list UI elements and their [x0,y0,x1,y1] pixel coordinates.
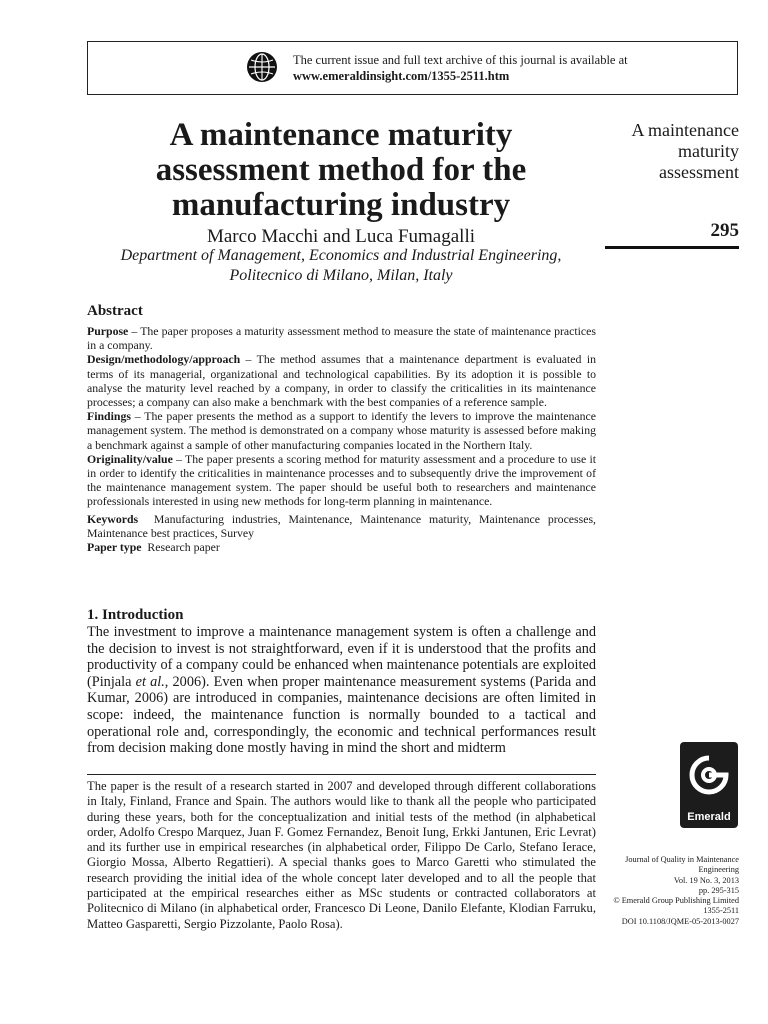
introduction-section [87,606,596,757]
footnote-rule [87,774,596,775]
acknowledgement-footnote: The paper is the result of a research started in 2007 and developed through different collaborations in Italy, Finland, France and Spain. The authors would like to thank all the people who participated during these years, both for the conceptualization and initial tests of the method (in alphabetical order, Adolfo Crespo Marquez, Juan F. Gomez Fernandez, Benoit Iung, Erkki Jantunen, Eric Levrat) and its further use in empirical researches (in alphabetical order, Filippo De Carlo, Stefano Ierace, Giorgio Mossa, Alberto Regattieri). A special thanks goes to Marco Garetti who stimulated the research providing the initial idea of the whole concept later developed and to all the people that participated at the empirical researches either as MSc students or contracted collaborators at Politecnico di Milano (in alphabetical order, Francesco Di Leone, Danilo Elefante, Klodian Farruku, Matteo Gasparetti, Sergio Pizzolante, Paolo Rosa). [87,779,596,931]
journal-pages: pp. 295-315 [698,885,739,895]
journal-copyright: © Emerald Group Publishing Limited [613,896,739,906]
abstract-design [87,352,596,409]
page-number: 295 [710,220,739,241]
affiliation-line-2: Politecnico di Milano, Milan, Italy [229,267,453,284]
journal-name: Journal of Quality in Maintenance Engineering [625,855,739,875]
abstract-originality [87,452,596,509]
paper-type-label: Paper type [87,540,142,555]
abstract-section [87,303,596,554]
author-affiliation [100,246,582,286]
purpose-label: Purpose [87,324,129,338]
intro-text-part-2: , 2006). Even when proper maintenance measurement systems (Parida and Kumar, 2006) are introduced in companies, maintenance decisions are often limited in scope: indeed, the maintenance function is normally bounded to a tactical and operational role and, correspondingly, the economic and technical performances result from decision making done mostly having in mind the short and midterm [87,673,596,757]
intro-et-al: et al. [135,673,165,690]
originality-label: Originality/value [87,451,173,466]
article-title: A maintenance maturity assessment method for the manufacturing industry [155,117,527,223]
journal-info [596,855,739,927]
findings-label: Findings [87,409,131,424]
availability-note: The current issue and full text archive of this journal is available at [293,53,628,67]
abstract-keywords [87,512,596,540]
globe-icon [246,51,278,83]
design-label: Design/methodology/approach [87,352,241,367]
sidebar-rule [605,246,739,249]
affiliation-line-1: Department of Management, Economics and Industrial Engineering, [120,247,562,264]
emerald-logo [680,742,738,828]
findings-text: – The paper presents the method as a support to identify the levers to improve the maintenance management system. The method is demonstrated on a company whose maturity is assessed before making a benchmark against a sample of other manufacturing companies located in the Northern Italy. [87,409,596,452]
paper-type-text: Research paper [147,540,220,555]
journal-availability-box [87,41,738,95]
article-authors: Marco Macchi and Luca Fumagalli [206,226,475,247]
originality-text: – The paper presents a scoring method for maturity assessment and a procedure to use it in order to identify the criticalities in maintenance processes and to subsequently drive the improvement of the maintenance management system. The paper should be useful both to researchers and maintenance professionals interested in using new methods for long-term planning in maintenance. [87,451,596,509]
abstract-purpose [87,324,596,352]
purpose-text: – The paper proposes a maturity assessment method to measure the state of maintenance practices in a company. [87,324,596,353]
journal-url-link[interactable]: www.emeraldinsight.com/1355-2511.htm [293,69,510,83]
abstract-paper-type [87,540,596,554]
running-title: A maintenance maturity assessment [631,120,739,182]
emerald-swirl-icon [680,746,738,812]
introduction-heading: 1. Introduction [87,607,184,623]
emerald-logo-text: Emerald [687,811,731,823]
journal-doi: DOI 10.1108/JQME-05-2013-0027 [621,916,739,926]
abstract-heading: Abstract [87,303,143,319]
keywords-label: Keywords [87,511,139,526]
journal-volume: Vol. 19 No. 3, 2013 [673,875,739,885]
design-text: – The method assumes that a maintenance department is evaluated in terms of its managerial, organizational and technological capabilities. By its adoption it is possible to analyse the maturity level reached by a company, in order to classify the criticalities in its maintenance processes; a company can also make a benchmark with the best companies of a reference sample. [87,352,596,410]
intro-text-part-1: The investment to improve a maintenance management system is often a challenge and the decision to invest is not straightforward, even if it is understood that the profits and productivity of a company could be enhanced when maintenance potentials are exploited (Pinjala [87,624,596,690]
journal-issn: 1355-2511 [703,906,739,916]
introduction-body [87,624,596,757]
keywords-text: Manufacturing industries, Maintenance, Maintenance maturity, Maintenance processes, Maintenance best practices, Survey [87,511,596,540]
abstract-findings [87,409,596,452]
